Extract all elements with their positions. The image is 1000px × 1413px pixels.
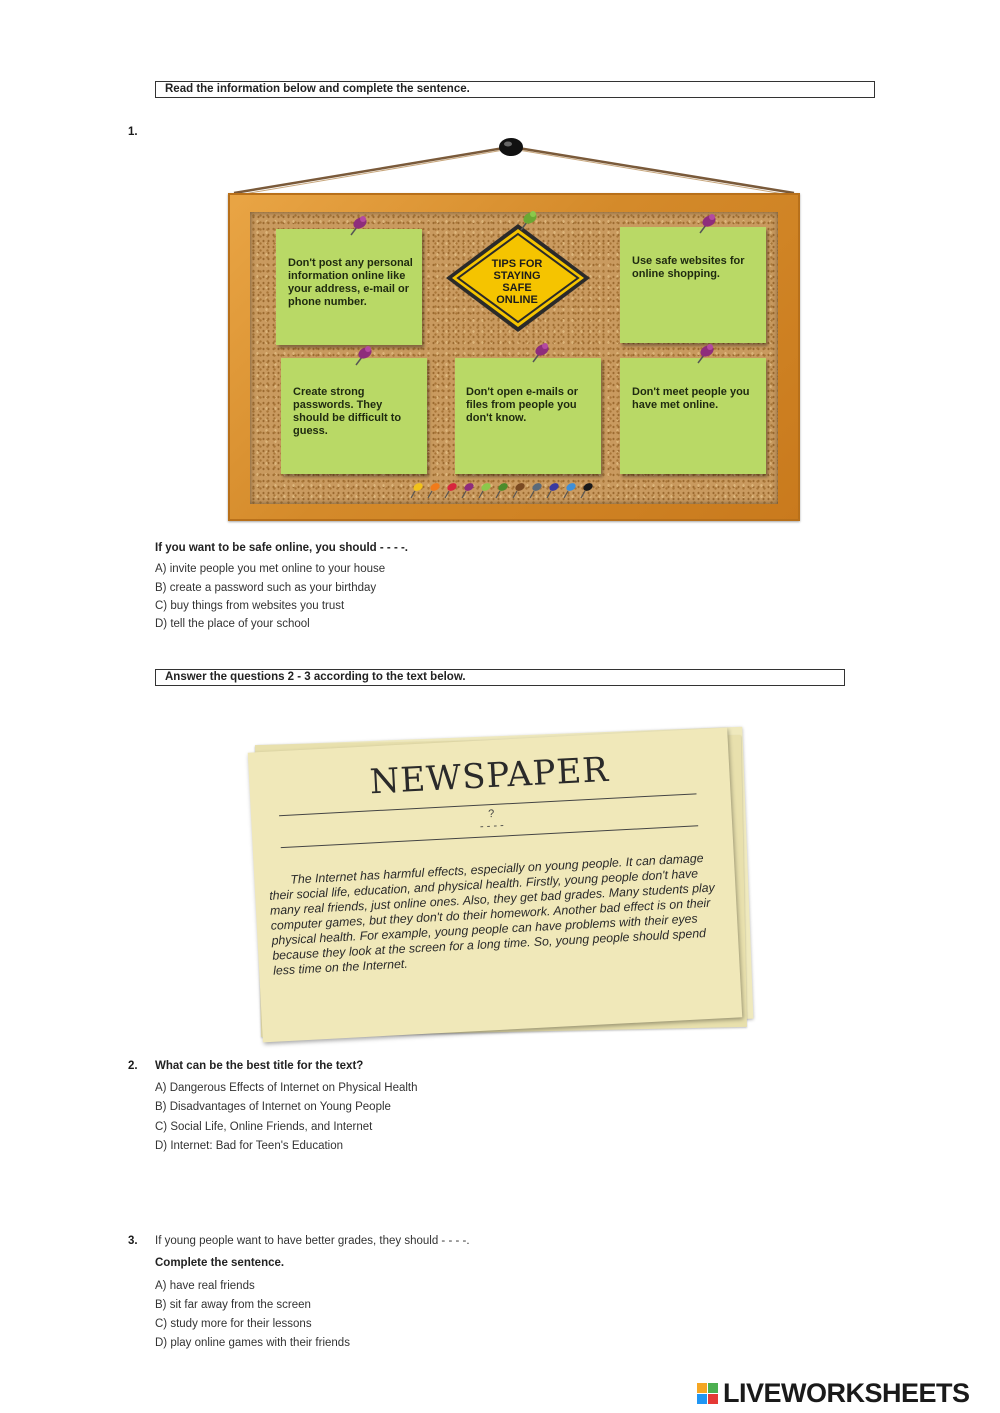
note-text: Don't post any personal information online like your address, e-mail or phone number. [288, 257, 413, 308]
question-3-option-d[interactable]: D) play online games with their friends [155, 1337, 350, 1349]
logo-text: LIVEWORKSHEETS [723, 1378, 970, 1408]
pushpin-icon [345, 213, 371, 239]
note-text: Don't open e-mails or files from people you don't know. [466, 386, 579, 424]
logo-tile [697, 1394, 707, 1404]
newspaper-title-blank: - - - - [479, 819, 505, 833]
question-1-stem: If you want to be safe online, you should - - - -. [155, 542, 408, 554]
question-2-option-d[interactable]: D) Internet: Bad for Teen's Education [155, 1140, 344, 1152]
question-number-3: 3. [128, 1235, 138, 1247]
logo-tile [697, 1383, 707, 1393]
note-text: Create strong passwords. They should be difficult to guess. [293, 386, 402, 437]
sign-title: TIPS FOR STAYING SAFE ONLINE [491, 258, 543, 306]
question-3-option-a[interactable]: A) have real friends [155, 1280, 255, 1292]
newspaper-article-text: The Internet has harmful effects, especially on young people. It can damage their social life, education, and physical health. Firstly, young people don't have many real friends, just online ones. Also, they get bad grades. Many students play computer games, but they don't do their homework. Another bad effect is on their physical health. For example, young people can have problems with their eyes because they look at the screen for a long time. So, young people should spend less time on the Internet. [268, 851, 716, 978]
question-2-option-a[interactable]: A) Dangerous Effects of Internet on Physical Health [155, 1082, 418, 1094]
newspaper-title: NEWSPAPER [368, 749, 610, 803]
newspaper-sheet [248, 728, 743, 1043]
logo-tile [708, 1383, 718, 1393]
question-1-option-c[interactable]: C) buy things from websites you trust [155, 600, 345, 612]
question-2-stem: What can be the best title for the text? [155, 1060, 364, 1072]
newspaper-question-mark: ? [487, 807, 495, 821]
instruction-box-1: Read the information below and complete the sentence. [155, 81, 875, 98]
question-2-option-c[interactable]: C) Social Life, Online Friends, and Internet [155, 1121, 373, 1133]
logo-tile [708, 1394, 718, 1404]
sticky-note-emails [455, 358, 601, 474]
question-3-instruction: Complete the sentence. [155, 1257, 285, 1269]
question-1-option-a[interactable]: A) invite people you met online to your house [155, 563, 386, 575]
sticky-note-safe-websites [620, 227, 766, 343]
note-text: Use safe websites for online shopping. [632, 255, 745, 280]
sticky-note-personal-info [276, 229, 422, 345]
question-3-option-c[interactable]: C) study more for their lessons [155, 1318, 312, 1330]
nail-icon [497, 136, 525, 158]
pushpin-icon [527, 340, 553, 366]
colored-pins-row-icon [405, 478, 625, 502]
instruction-box-2: Answer the questions 2 - 3 according to the text below. [155, 669, 845, 686]
question-1-option-d[interactable]: D) tell the place of your school [155, 618, 310, 630]
question-3-stem: If young people want to have better grades, they should - - - -. [155, 1235, 470, 1247]
newspaper-article [268, 850, 728, 979]
note-text: Don't meet people you have met online. [632, 386, 750, 411]
question-3-option-b[interactable]: B) sit far away from the screen [155, 1299, 311, 1311]
question-2-option-b[interactable]: B) Disadvantages of Internet on Young People [155, 1101, 391, 1113]
question-number-2: 2. [128, 1060, 138, 1072]
sticky-note-passwords [281, 358, 427, 474]
question-number-1: 1. [128, 126, 138, 138]
liveworksheets-logo[interactable] [697, 1378, 993, 1410]
pushpin-icon [692, 341, 718, 367]
pushpin-icon [350, 343, 376, 369]
sticky-note-meet-people [620, 358, 766, 474]
pushpin-icon [694, 211, 720, 237]
pushpin-icon [515, 208, 541, 234]
question-1-option-b[interactable]: B) create a password such as your birthday [155, 582, 377, 594]
